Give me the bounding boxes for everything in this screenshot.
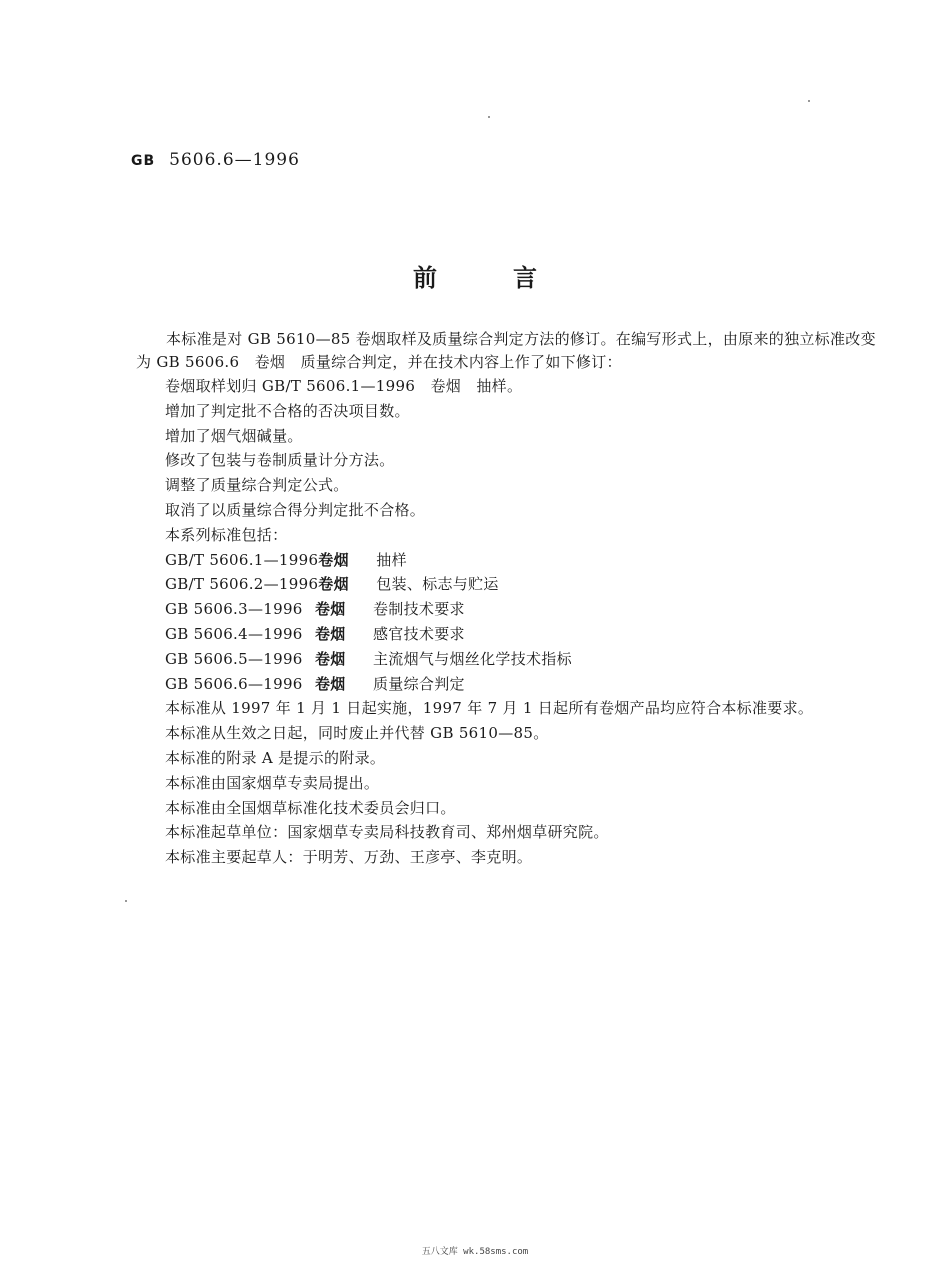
series-code: GB/T 5606.1—1996: [165, 550, 319, 569]
series-code: GB 5606.6—1996: [165, 674, 303, 693]
series-item: [136, 597, 878, 622]
revision-item: 调整了质量综合判定公式。: [165, 476, 349, 495]
revision-item: 卷烟取样划归 GB/T 5606.1—1996 卷烟 抽样。: [165, 377, 523, 395]
closing-line: 本标准由全国烟草标准化技术委员会归口。: [165, 798, 456, 817]
footer-watermark: 五八文库 wk.58sms.com: [421, 1247, 529, 1257]
closing-line: 本标准从生效之日起，同时废止并代替 GB 5610—85。: [165, 724, 549, 743]
series-category: 卷烟: [318, 550, 349, 569]
scan-speck: [488, 116, 490, 118]
series-code: GB 5606.3—1996: [165, 600, 303, 619]
closing-line: 本标准由国家烟草专卖局提出。: [165, 773, 380, 792]
closing-line: 本标准的附录 A 是提示的附录。: [165, 748, 386, 767]
closing-line: 本标准起草单位：国家烟草专卖局科技教育司、郑州烟草研究院。: [165, 823, 609, 842]
standard-prefix: GB: [131, 153, 156, 169]
series-name: 包装、标志与贮运: [376, 575, 499, 594]
series-name: 主流烟气与烟丝化学技术指标: [373, 649, 572, 668]
revision-item: 增加了烟气烟碱量。: [165, 426, 303, 445]
series-category: 卷烟: [315, 649, 346, 668]
series-list: [136, 548, 878, 697]
series-intro: 本系列标准包括：: [165, 525, 288, 544]
closing-statements: [136, 696, 878, 870]
series-item: [136, 548, 878, 573]
series-code: GB/T 5606.2—1996: [165, 575, 319, 594]
closing-line: 本标准主要起草人：于明芳、万劲、王彦亭、李克明。: [165, 848, 533, 867]
revision-list: [136, 374, 878, 523]
standard-number: 5606.6—1996: [169, 150, 300, 170]
series-item: [136, 622, 878, 647]
series-name: 质量综合判定: [373, 674, 465, 693]
scan-speck: [125, 900, 127, 902]
series-code: GB 5606.4—1996: [165, 624, 303, 643]
series-name: 抽样: [376, 550, 407, 569]
series-name: 感官技术要求: [373, 624, 465, 643]
foreword-body: [136, 328, 878, 870]
series-category: 卷烟: [315, 600, 346, 619]
revision-item: 修改了包装与卷制质量计分方法。: [165, 451, 395, 470]
series-category: 卷烟: [318, 575, 349, 594]
standard-code-header: [131, 150, 300, 170]
page-title: 前言: [413, 264, 613, 292]
series-item: [136, 647, 878, 672]
scan-speck: [808, 100, 810, 102]
revision-item: 增加了判定批不合格的否决项目数。: [165, 401, 410, 420]
series-item: [136, 672, 878, 697]
series-code: GB 5606.5—1996: [165, 649, 303, 668]
closing-line: 本标准从 1997 年 1 月 1 日起实施，1997 年 7 月 1 日起所有卷烟产品均应符合本标准要求。: [165, 699, 814, 718]
series-category: 卷烟: [315, 674, 346, 693]
intro-paragraph: 本标准是对 GB 5610—85 卷烟取样及质量综合判定方法的修订。在编写形式上，由原来的独立标准改变为 GB 5606.6 卷烟 质量综合判定，并在技术内容上作了如下修订：: [136, 330, 876, 371]
revision-item: 取消了以质量综合得分判定批不合格。: [165, 500, 426, 519]
series-category: 卷烟: [315, 624, 346, 643]
series-name: 卷制技术要求: [373, 600, 465, 619]
series-item: [136, 572, 878, 597]
